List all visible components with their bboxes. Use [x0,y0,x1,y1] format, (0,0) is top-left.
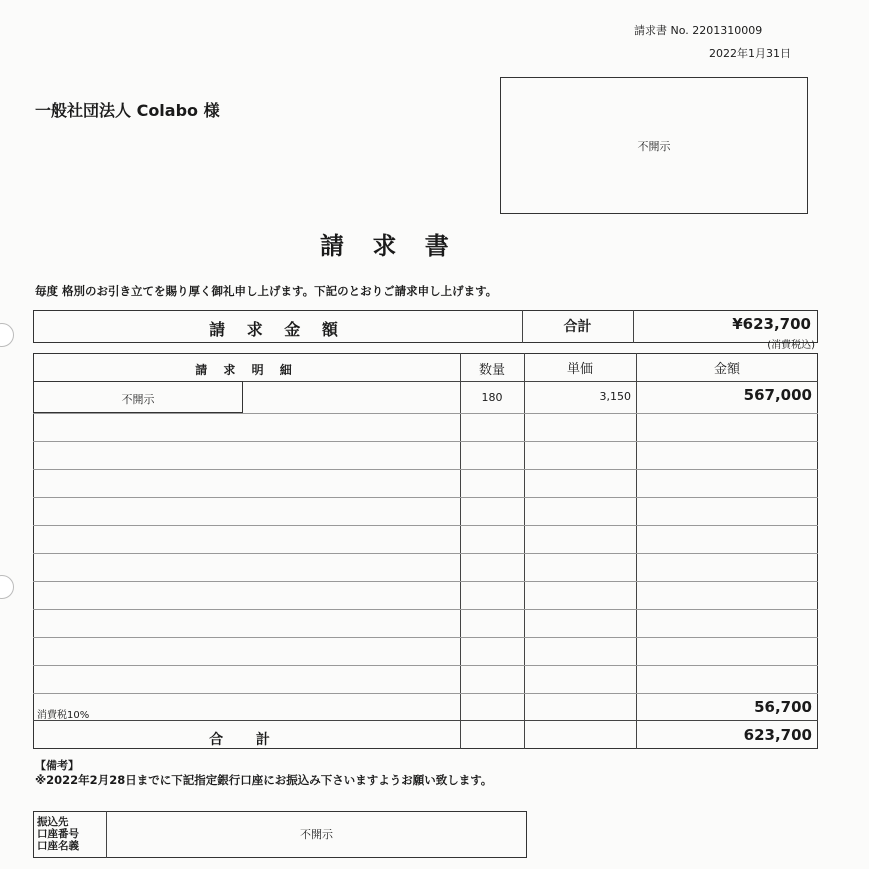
row-unit-price: 3,150 [599,390,631,403]
row-rule [33,469,818,470]
row-rule [33,581,818,582]
col-header-unit: 単価 [566,362,593,377]
bank-label-payee: 振込先 [37,816,69,828]
tax-amount: 56,700 [754,698,812,716]
issuer-box [500,77,808,214]
col-header-detail: 請 求 明 細 [195,363,298,377]
invoice-number: 請求書 No. 2201310009 [634,24,763,37]
page-title: 請 求 書 [320,232,459,260]
greeting-text: 毎度 格別のお引き立てを賜り厚く御礼申し上げます。下記のとおりご請求申し上げます。 [35,284,498,298]
billing-amount-label: 請 求 金 額 [209,320,346,339]
row-rule [33,525,818,526]
invoice-date: 2022年1月31日 [709,47,791,60]
tax-divider [33,720,818,721]
row-rule [33,441,818,442]
bank-redacted: 不開示 [300,828,333,841]
row-rule [33,553,818,554]
recipient-name: 一般社団法人 Colabo 様 [35,101,220,120]
row-rule [33,693,818,694]
row-amount: 567,000 [743,386,812,404]
summary-total-value: ¥623,700 [732,315,811,333]
row-qty: 180 [481,391,503,404]
row-rule [33,637,818,638]
row-rule [33,497,818,498]
row-rule [33,413,818,414]
row-detail: 不開示 [121,393,155,406]
table-total-amount: 623,700 [743,726,812,744]
punch-hole [0,575,14,599]
remarks-text: ※2022年2月28日までに下記指定銀行口座にお振込み下さいますようお願い致します。 [35,773,493,787]
tax-label: 消費税10% [37,710,90,721]
issuer-redacted: 不開示 [637,140,671,153]
remarks-heading: 【備考】 [35,759,79,772]
tax-included-note: (消費税込) [767,340,815,351]
bank-label-account-number: 口座番号 [37,828,79,840]
summary-total-label: 合計 [563,319,592,335]
punch-hole [0,323,14,347]
row-rule [33,609,818,610]
bank-label-account-name: 口座名義 [37,840,79,852]
table-total-label: 合 計 [209,732,284,748]
col-header-qty: 数量 [478,363,505,378]
row-rule [33,665,818,666]
col-header-amount: 金額 [713,362,740,377]
